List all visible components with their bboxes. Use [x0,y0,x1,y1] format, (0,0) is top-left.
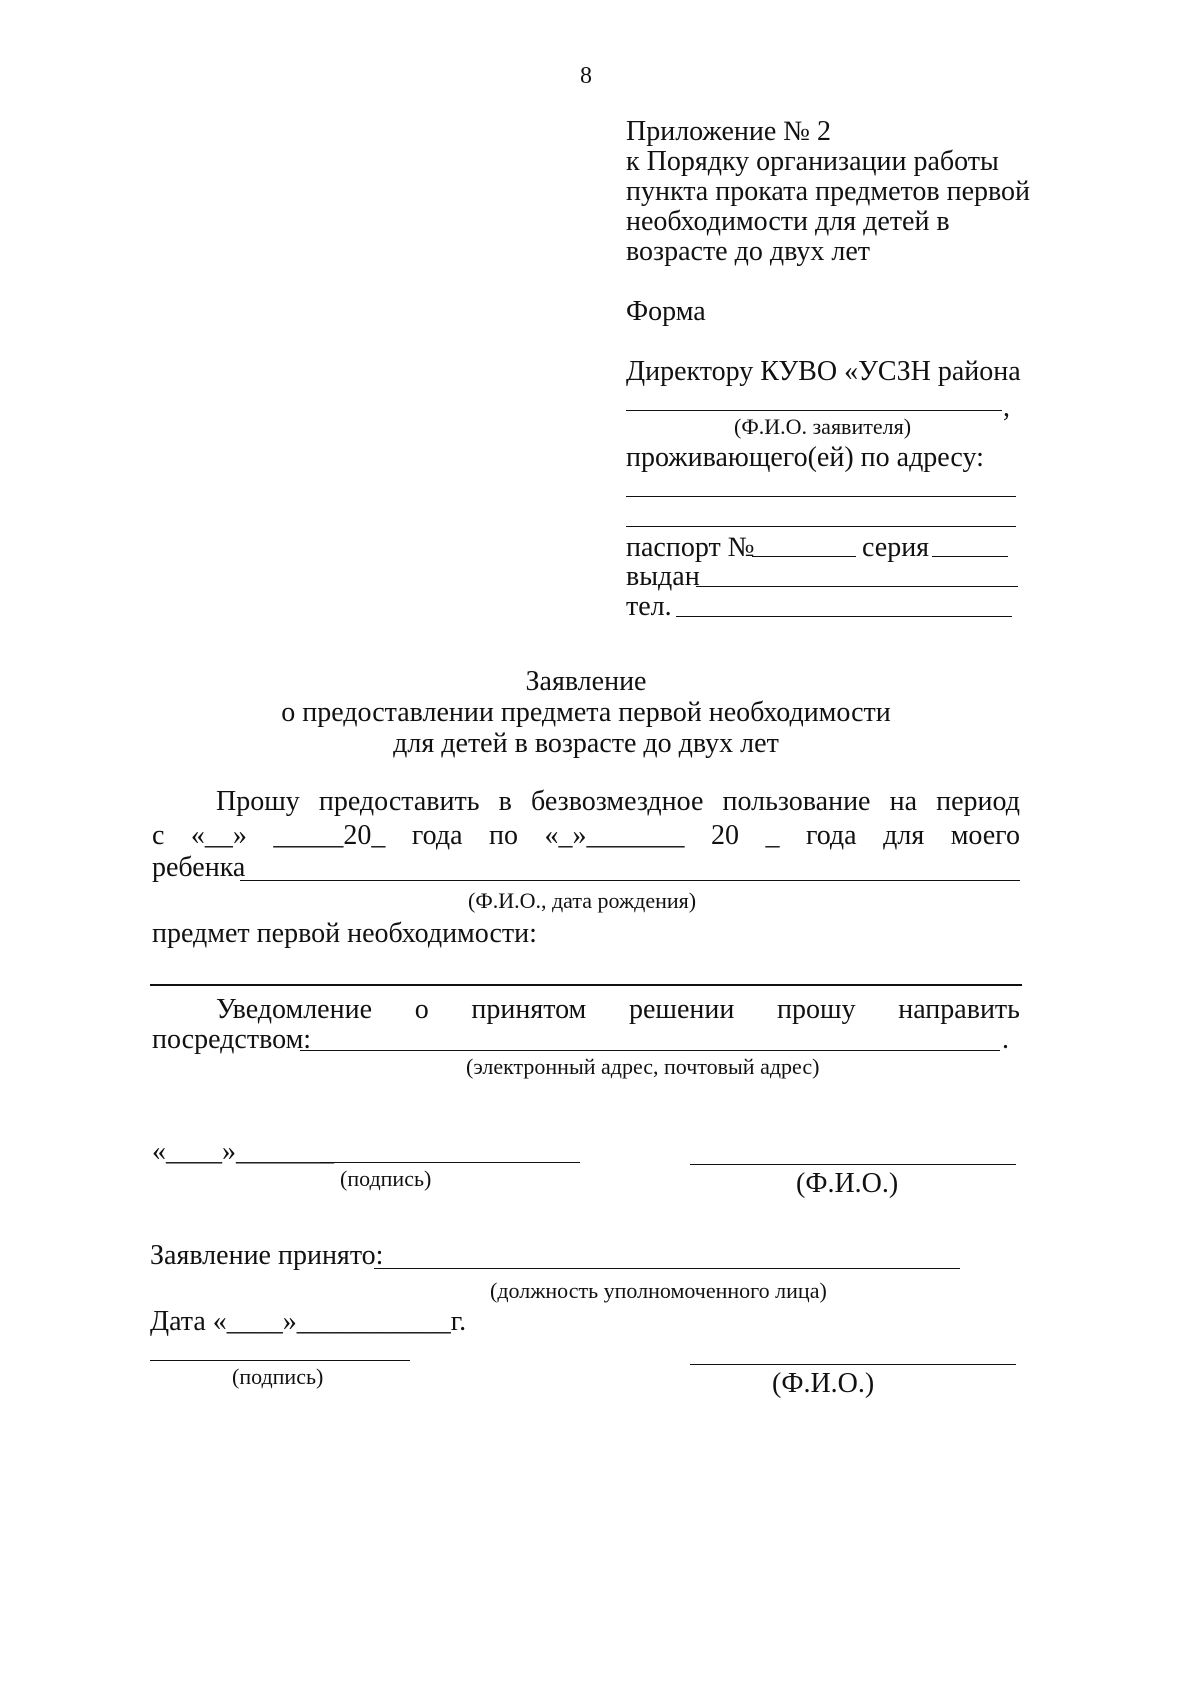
item-line[interactable] [150,984,1022,986]
director-line: Директору КУВО «УСЗН района [626,356,1021,387]
word: Уведомление [216,994,373,1025]
child-info-line[interactable] [240,880,1020,881]
date-to-year[interactable]: _ [765,820,780,851]
date-to-year-prefix: 20 [710,820,739,851]
official-position-caption: (должность уполномоченного лица) [490,1278,827,1303]
phone-line[interactable] [676,616,1012,617]
applicant-name-line[interactable] [626,410,1002,411]
title-line-1: Заявление [525,666,647,697]
official-position-line[interactable] [374,1268,960,1269]
word: года [805,820,857,851]
via-caption: (электронный адрес, почтовый адрес) [466,1054,820,1079]
issued-line[interactable] [696,586,1018,587]
accepted-label: Заявление принято: [150,1240,384,1271]
appendix-line-5: возрасте до двух лет [626,236,871,267]
form-label: Форма [626,296,706,327]
word: безвозмездное [530,786,704,817]
official-fio-caption: (Ф.И.О.) [772,1368,875,1399]
word: пользование [722,786,871,817]
word: в [498,786,512,817]
applicant-signature-line[interactable] [320,1162,580,1163]
word: по [489,820,519,851]
phone-label: тел. [626,591,672,622]
word: на [889,786,918,817]
child-info-caption: (Ф.И.О., дата рождения) [468,888,697,913]
word: период [936,786,1020,817]
issued-label: выдан [626,561,700,592]
word: принятом [471,994,587,1025]
comma: , [1003,392,1010,423]
notice-line [216,996,1020,1024]
applicant-fio-line[interactable] [690,1164,1016,1165]
page-number: 8 [580,63,592,89]
date-from-day[interactable]: «__» [190,820,247,851]
date-to-day[interactable]: «_»_______ [544,820,685,851]
sign-date[interactable]: «____»_______ [152,1136,334,1167]
accepted-date[interactable]: Дата «____»___________г. [150,1306,467,1337]
word: года [411,820,463,851]
address-line-1[interactable] [626,496,1016,497]
child-label: ребенка [152,852,246,883]
date-from-year[interactable]: _____20_ [273,820,386,851]
word: моего [950,820,1020,851]
official-fio-line[interactable] [690,1364,1016,1365]
word: прошу [777,994,856,1025]
appendix-line-2: к Порядку организации работы [626,146,999,177]
period-end: . [1002,1024,1009,1055]
via-label: посредством: [152,1024,312,1055]
official-signature-line[interactable] [150,1360,410,1361]
passport-series-line[interactable] [932,556,1008,557]
series-label: серия [862,532,930,563]
word: о [414,994,429,1025]
word: предоставить [318,786,480,817]
via-line[interactable] [300,1050,1000,1051]
applicant-signature-caption: (подпись) [340,1166,432,1191]
applicant-name-caption: (Ф.И.О. заявителя) [734,414,912,439]
title-line-3: для детей в возрасте до двух лет [393,728,779,759]
request-line [216,788,1020,816]
passport-number-line[interactable] [752,556,856,557]
word: направить [898,994,1020,1025]
period-line[interactable] [152,822,1020,850]
passport-label: паспорт № [626,532,755,563]
appendix-line-4: необходимости для детей в [626,206,950,237]
item-label: предмет первой необходимости: [152,918,537,949]
applicant-fio-caption: (Ф.И.О.) [796,1168,899,1199]
residing-label: проживающего(ей) по адресу: [626,442,984,473]
word: с [152,820,165,851]
title-line-2: о предоставлении предмета первой необходимости [281,697,891,728]
appendix-line-3: пункта проката предметов первой [626,176,1031,207]
word: Прошу [216,786,300,817]
word: решении [628,994,735,1025]
word: для [883,820,925,851]
address-line-2[interactable] [626,526,1016,527]
official-signature-caption: (подпись) [232,1364,324,1389]
appendix-line-1: Приложение № 2 [626,116,831,147]
